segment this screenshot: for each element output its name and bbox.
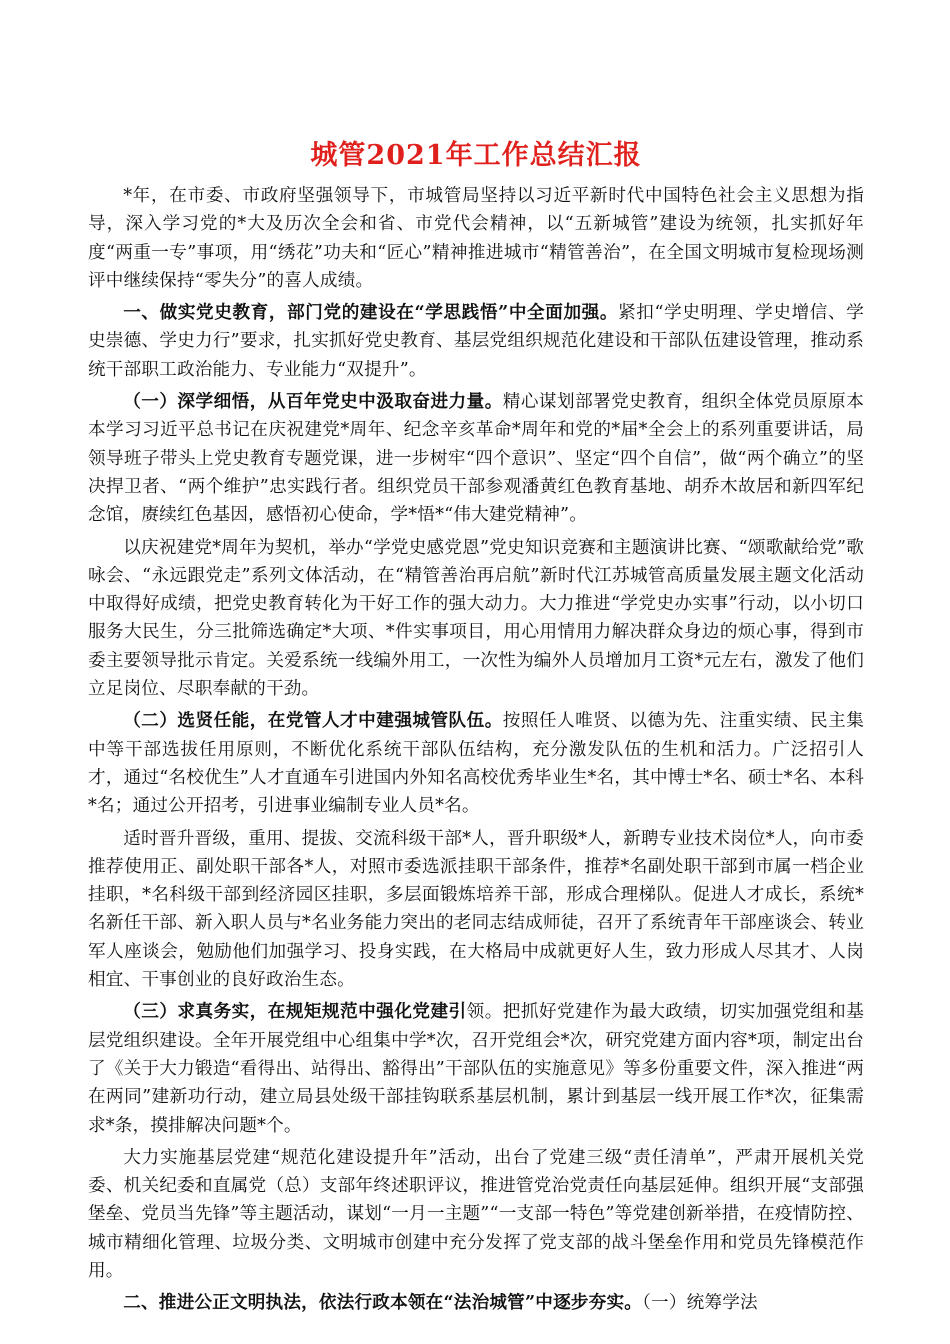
subsection-heading: （三）求真务实，在规矩规范中强化党建引	[123, 1001, 467, 1023]
paragraph-text: *年，在市委、市政府坚强领导下，市城管局坚持以习近平新时代中国特色社会主义思想为指导，深入学习党的*大及历次全会和省、市党代会精神，以“五新城管”建设为统领，扎实抓好年度“两重一专”事项，用“绣花”功夫和“匠心”精神推进城市“精管善治”，在全国文明城市复检现场测评中继续保持“零失分”的喜人成绩。	[88, 186, 864, 291]
document-title: 城管2021年工作总结汇报	[310, 140, 642, 171]
paragraph-text: 精心谋划部署党史教育，组织全体党员原原本本学习习近平总书记在庆祝建党*周年、纪念辛亥革命*周年和党的*届*全会上的系列重要讲话，局领导班子带头上党史教育专题党课，进一步树牢“四个意识”、坚定“四个自信”，做“两个确立”的坚决捍卫者、“两个维护”忠实践行者。组织党员干部参观潘黄红色教育基地、胡乔木故居和新四军纪念馆，赓续红色基因，感悟初心使命，学*悟*“伟大建党精神”。	[88, 392, 864, 526]
paragraph-text: 按照任人唯贤、以德为先、注重实绩、民主集中等干部选拔任用原则，不断优化系统干部队伍结构，充分激发队伍的生机和活力。广泛招引人才，通过“名校优生”人才直通车引进国内外知名高校优秀毕业生*名，其中博士*名、硕士*名、本科*名；通过公开招考，引进事业编制专业人员*名。	[88, 711, 864, 817]
paragraph-section-1	[88, 299, 864, 384]
paragraph-subsection-1-2	[88, 707, 864, 820]
paragraph-body	[88, 534, 864, 704]
section-heading: 一、做实党史教育，部门党的建设在“学思践悟”中全面加强。	[123, 302, 619, 324]
paragraph-body	[88, 825, 864, 995]
paragraph-text: 大力实施基层党建“规范化建设提升年”活动，出台了党建三级“责任清单”，严肃开展机关党委、机关纪委和直属党（总）支部年终述职评议，推进管党治党责任向基层延伸。组织开展“支部强堡垒、党员当先锋”等主题活动，谋划“一月一主题”“一支部一特色”等党建创新举措，在疫情防控、城市精细化管理、垃圾分类、文明城市创建中充分发挥了党支部的战斗堡垒作用和党员先锋模范作用。	[88, 1147, 864, 1281]
paragraph-text: 紧扣“学史明理、学史增信、学史崇德、学史力行”要求，扎实抓好党史教育、基层党组织规范化建设和干部队伍建设管理，推动系统干部职工政治能力、专业能力“双提升”。	[88, 303, 865, 380]
paragraph-subsection-1-1	[88, 388, 864, 529]
document-page	[88, 138, 864, 1322]
section-heading: 二、推进公正文明执法，依法行政本领在“法治城管”中逐步夯实。	[123, 1292, 643, 1314]
paragraph-text: 领。把抓好党建作为最大政绩，切实加强党组和基层党组织建设。全年开展党组中心组集中学*次，召开党组会*次，研究党建方面内容*项，制定出台了《关于大力锻造“看得出、站得出、豁得出”干部队伍的实施意见》等多份重要文件，深入推进“两在两同”建新功行动，建立局县处级干部挂钩联系基层机制，累计到基层一线开展工作*次，征集需求*条，摸排解决问题*个。	[88, 1002, 864, 1136]
paragraph-text: 以庆祝建党*周年为契机，举办“学党史感党恩”党史知识竞赛和主题演讲比赛、“颂歌献给党”歌咏会、“永远跟党走”系列文体活动，在“精管善治再启航”新时代江苏城管高质量发展主题文化活动中取得好成绩，把党史教育转化为干好工作的强大动力。大力推进“学党史办实事”行动，以小切口服务大民生，分三批筛选确定*大项、*件实事项目，用心用情用力解决群众身边的烦心事，得到市委主要领导批示肯定。关爱系统一线编外用工，一次性为编外人员增加月工资*元左右，激发了他们立足岗位、尽职奉献的干劲。	[88, 537, 864, 700]
subsection-heading: （二）选贤任能，在党管人才中建强城管队伍。	[123, 710, 503, 732]
paragraph-section-2	[88, 1289, 864, 1317]
paragraph-text: （一）统筹学法	[642, 1293, 758, 1314]
subsection-heading: （一）深学细悟，从百年党史中汲取奋进力量。	[123, 391, 503, 413]
paragraph-text: 适时晋升晋级，重用、提拔、交流科级干部*人，晋升职级*人，新聘专业技术岗位*人，向市委推荐使用正、副处职干部各*人，对照市委选派挂职干部条件，推荐*名副处职干部到市属一档企业挂职，*名科级干部到经济园区挂职，多层面锻炼培养干部，形成合理梯队。促进人才成长，系统*名新任干部、新入职人员与*名业务能力突出的老同志结成师徒，召开了系统青年干部座谈会、转业军人座谈会，勉励他们加强学习、投身实践，在大格局中成就更好人生，致力形成人尽其才、人岗相宜、干事创业的良好政治生态。	[88, 828, 864, 991]
paragraph-subsection-1-3	[88, 998, 864, 1139]
paragraph-body	[88, 1144, 864, 1285]
paragraph-intro	[88, 182, 864, 295]
